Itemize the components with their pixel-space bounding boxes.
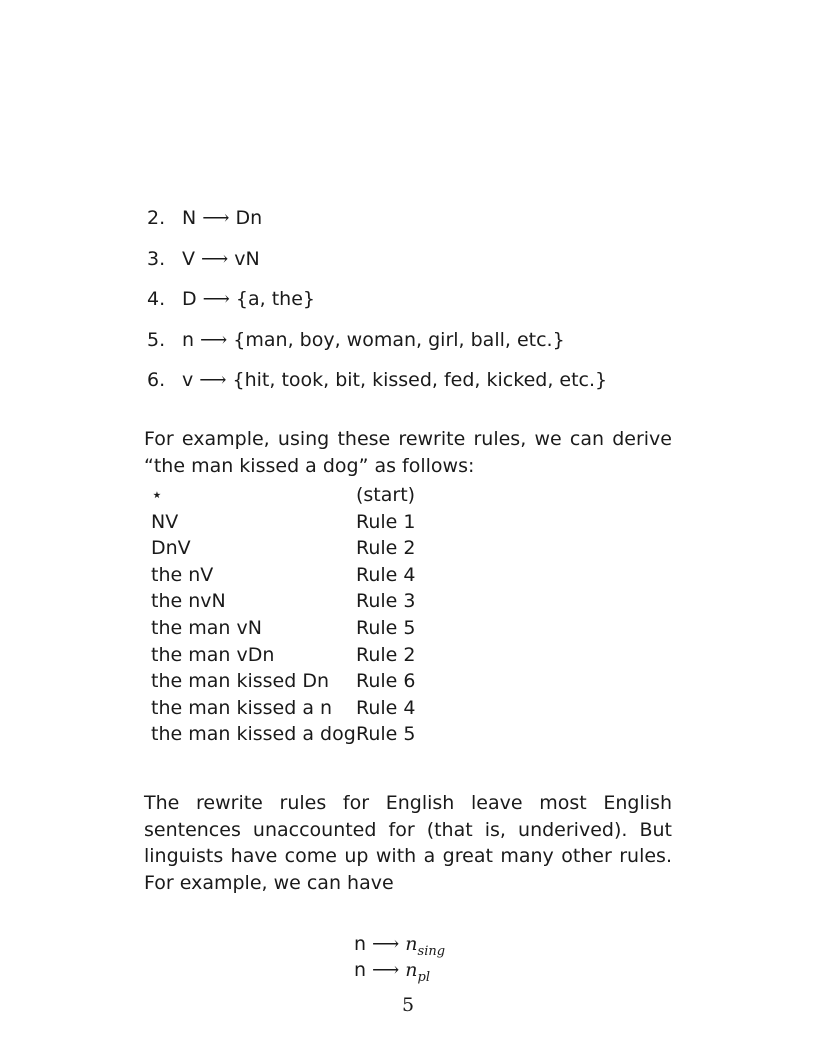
derivation-justification: Rule 4: [356, 563, 416, 586]
rewrite-arrow: ⟶: [372, 959, 400, 981]
derivation-row: [151, 721, 416, 748]
page-number: 5: [401, 994, 415, 1016]
rewrite-arrow: ⟶: [372, 933, 400, 955]
display-rule-rhs-base: n: [405, 959, 418, 981]
derivation-row: [151, 562, 416, 589]
derivation-step: NV: [151, 510, 179, 533]
rule-lhs: n: [182, 328, 195, 351]
rewrite-rule: [147, 366, 687, 407]
derivation-row: [151, 642, 416, 669]
rule-rhs: {a, the}: [235, 288, 315, 311]
display-rule: [354, 957, 445, 983]
derivation-step: the man kissed Dn: [151, 670, 329, 693]
derivation-row: [151, 482, 416, 509]
derivation-step: the nV: [151, 563, 214, 586]
derivation-justification: Rule 1: [356, 510, 416, 533]
display-rule-rhs-subscript: pl: [417, 969, 431, 985]
derivation-step: the man vDn: [151, 643, 275, 666]
rule-lhs: N: [182, 207, 197, 229]
derivation-step: DnV: [151, 537, 191, 560]
rewrite-arrow: ⟶: [200, 328, 228, 351]
rewrite-rule: [147, 245, 687, 286]
rewrite-arrow: ⟶: [201, 247, 229, 270]
display-rule-lhs: n: [354, 933, 367, 955]
derivation-justification: Rule 5: [356, 723, 416, 746]
rule-rhs: vN: [234, 247, 260, 270]
rewrite-arrow: ⟶: [202, 288, 230, 311]
rule-number: 3.: [147, 247, 166, 270]
display-rule-rhs: [405, 933, 446, 959]
rule-lhs: V: [182, 247, 195, 270]
rule-number: 5.: [147, 328, 166, 351]
derivation-justification: (start): [356, 484, 416, 506]
derivation-justification: Rule 6: [356, 670, 416, 693]
derivation-row: [151, 588, 416, 615]
rewrite-arrow: ⟶: [202, 207, 230, 229]
derivation-row: [151, 509, 416, 536]
derivation-justification: Rule 4: [356, 696, 416, 719]
rule-number: 6.: [147, 369, 166, 392]
derivation-step: the nvN: [151, 590, 226, 613]
rewrite-rule: [147, 326, 687, 367]
derivation-step: the man kissed a n: [151, 696, 333, 719]
derivation-intro-paragraph: For example, using these rewrite rules, we can derive “the man kissed a dog” as follows:: [144, 428, 672, 477]
display-rule: [354, 931, 445, 957]
rule-number: 4.: [147, 288, 166, 311]
derivation-justification: Rule 2: [356, 643, 416, 666]
derivation-justification: Rule 3: [356, 590, 416, 613]
rule-rhs: {hit, took, bit, kissed, fed, kicked, etc.}: [232, 369, 608, 392]
derivation-step: the man vN: [151, 616, 262, 639]
rule-number: 2.: [147, 207, 166, 229]
derivation-row: [151, 695, 416, 722]
display-rule-rhs-subscript: sing: [417, 943, 446, 959]
number-rules-display: [354, 931, 445, 983]
rewrite-rule: [147, 285, 687, 326]
rewrite-arrow: ⟶: [199, 369, 227, 392]
display-rule-lhs: n: [354, 959, 367, 981]
derivation-table: [151, 482, 416, 748]
derivation-step: ⋆: [151, 484, 163, 506]
derivation-row: [151, 615, 416, 642]
rule-lhs: v: [182, 369, 194, 392]
display-rule-rhs-base: n: [405, 933, 418, 955]
additional-rules-paragraph: The rewrite rules for English leave most English sentences unaccounted for (that is, underived). But linguists have come up with a great many other rules. For example, we can have: [144, 792, 672, 894]
rule-lhs: D: [182, 288, 197, 311]
rule-rhs: Dn: [235, 207, 263, 229]
rewrite-rule: [147, 204, 687, 245]
derivation-justification: Rule 5: [356, 616, 416, 639]
rule-rhs: {man, boy, woman, girl, ball, etc.}: [233, 328, 565, 351]
display-rule-rhs: [405, 959, 431, 985]
derivation-justification: Rule 2: [356, 537, 416, 560]
derivation-step: the man kissed a dog: [151, 723, 356, 746]
derivation-row: [151, 535, 416, 562]
derivation-row: [151, 668, 416, 695]
rewrite-rules-list: [147, 204, 687, 407]
